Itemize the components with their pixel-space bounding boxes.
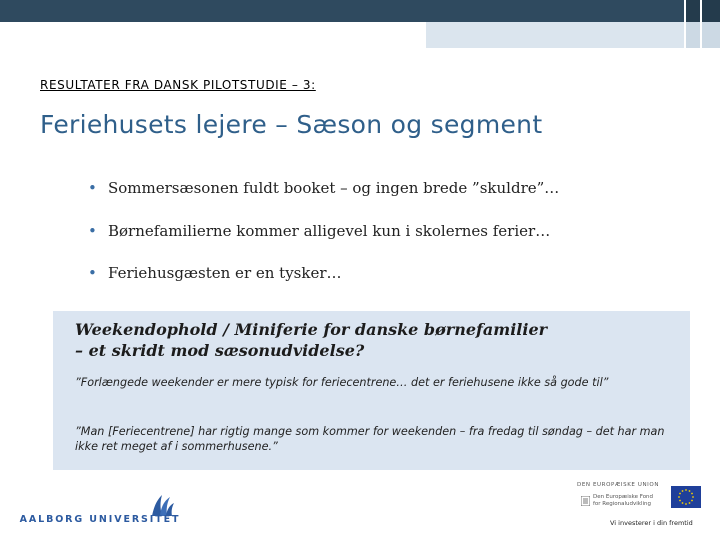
bullet-icon: •	[88, 179, 97, 197]
bullet-text: Feriehusgæsten er en tysker…	[108, 264, 342, 282]
bullet-icon: •	[88, 264, 97, 282]
interview-quote: ”Man [Feriecentrene] har rigtig mange som kommer for weekenden – fra fredag til søndag – det har man ikke ret meget af i sommerhusene.”	[75, 425, 665, 453]
callout-heading	[75, 319, 675, 361]
bullet-icon: •	[88, 221, 97, 240]
top-bar-tint-band-end	[686, 22, 720, 48]
top-bar-stripe	[684, 0, 686, 48]
list-item	[88, 221, 559, 241]
eu-fund-line: Den Europæiske Fond	[593, 494, 654, 500]
interview-quote: ”Forlængede weekender er mere typisk for feriecentrene… det er feriehusene ikke så gode til”	[75, 376, 609, 389]
top-bar-dark-band-end	[686, 0, 720, 22]
eu-union-label: DEN EUROPÆISKE UNION	[577, 482, 660, 488]
eu-fund-text	[593, 494, 663, 508]
university-logo	[0, 490, 200, 530]
top-bar-light-band	[0, 22, 426, 48]
bullet-text: Børnefamilierne kommer alligevel kun i skolernes ferier…	[108, 221, 551, 240]
bullet-text: Sommersæsonen fuldt booket – og ingen brede ”skuldre”…	[108, 179, 560, 197]
bullet-list	[88, 178, 559, 306]
callout-heading-line: – et skridt mod sæsonudvidelse?	[75, 341, 365, 360]
quote-callout-box	[53, 311, 690, 470]
university-name: AALBORG UNIVERSITET	[19, 514, 181, 525]
page-title: Feriehusets lejere – Sæson og segment	[40, 110, 543, 139]
top-bar-dark-band	[0, 0, 686, 22]
fund-mark-icon	[581, 496, 590, 506]
top-bar-tint-band	[426, 22, 720, 48]
eu-fund-line: for Regionaludvikling	[593, 501, 652, 507]
eu-funding-logo	[575, 482, 710, 532]
list-item	[88, 263, 559, 283]
top-bar-stripe	[700, 0, 702, 48]
section-label: RESULTATER FRA DANSK PILOTSTUDIE – 3:	[40, 78, 316, 92]
eu-slogan: Vi investerer i din fremtid	[610, 519, 693, 527]
eu-flag-icon	[671, 486, 701, 508]
callout-heading-line: Weekendophold / Miniferie for danske børnefamilier	[75, 320, 548, 339]
top-decorative-bar	[0, 0, 720, 48]
list-item	[88, 178, 559, 198]
